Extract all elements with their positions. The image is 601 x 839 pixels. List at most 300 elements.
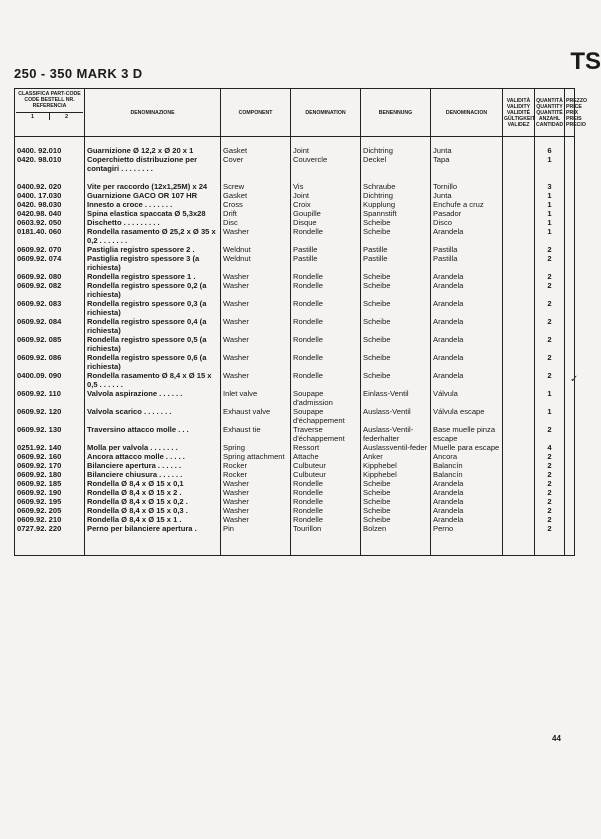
cell-component: Cover <box>221 155 291 173</box>
cell-code: 0609.92. 180 <box>15 470 85 479</box>
cell-benennung: Scheibe <box>361 371 431 389</box>
cell-code: 0609.92. 160 <box>15 452 85 461</box>
cell-denomination: Rondelle <box>291 479 361 488</box>
cell-benennung: Scheibe <box>361 488 431 497</box>
table-row <box>15 452 575 461</box>
table-body <box>15 137 575 556</box>
cell-code: 0603.92. 050 <box>15 218 85 227</box>
cell-benennung: Deckel <box>361 155 431 173</box>
cell-denomination: Rondelle <box>291 272 361 281</box>
cell-denominacion: Junta <box>431 146 503 155</box>
cell-component: Gasket <box>221 146 291 155</box>
cell-validita <box>503 191 535 200</box>
cell-prezzo <box>565 452 575 461</box>
cell-qty: 2 <box>535 461 565 470</box>
table-row <box>15 443 575 452</box>
cell-benennung: Scheibe <box>361 515 431 524</box>
cell-denominacion: Arandela <box>431 488 503 497</box>
table-row <box>15 425 575 443</box>
cell-validita <box>503 488 535 497</box>
cell-validita <box>503 218 535 227</box>
cell-denomination: Croix <box>291 200 361 209</box>
cell-denomination: Pastille <box>291 245 361 254</box>
col-code-sub-2: 2 <box>49 113 83 120</box>
cell-denominacion: Arandela <box>431 335 503 353</box>
cell-prezzo <box>565 317 575 335</box>
cell-prezzo <box>565 461 575 470</box>
corner-code: TS <box>570 48 601 75</box>
cell-prezzo <box>565 272 575 281</box>
cell-denomination: Culbuteur <box>291 470 361 479</box>
cell-den: Rondella registro spessore 0,4 (a richiesta) <box>85 317 221 335</box>
cell-code: 0609.92. 070 <box>15 245 85 254</box>
cell-denomination: Pastille <box>291 254 361 272</box>
cell-qty: 2 <box>535 470 565 479</box>
cell-code: 0609.92. 195 <box>15 497 85 506</box>
cell-qty: 2 <box>535 299 565 317</box>
cell-denominacion: Arandela <box>431 353 503 371</box>
cell-denominacion: Balancín <box>431 470 503 479</box>
cell-prezzo <box>565 155 575 173</box>
cell-qty: 2 <box>535 524 565 533</box>
table-row <box>15 461 575 470</box>
cell-denomination: Rondelle <box>291 506 361 515</box>
cell-prezzo <box>565 443 575 452</box>
cell-prezzo <box>565 506 575 515</box>
cell-code: 0609.92. 190 <box>15 488 85 497</box>
cell-qty: 2 <box>535 506 565 515</box>
cell-validita <box>503 317 535 335</box>
cell-prezzo <box>565 497 575 506</box>
cell-den: Vite per raccordo (12x1,25M) x 24 <box>85 182 221 191</box>
col-code-subheader <box>16 112 83 120</box>
cell-benennung: Anker <box>361 452 431 461</box>
cell-benennung: Scheibe <box>361 479 431 488</box>
cell-component: Washer <box>221 488 291 497</box>
page-number: 44 <box>552 734 561 743</box>
cell-component: Cross <box>221 200 291 209</box>
cell-component: Exhaust valve <box>221 407 291 425</box>
cell-benennung: Pastille <box>361 245 431 254</box>
cell-code: 0181.40. 060 <box>15 227 85 245</box>
cell-den: Pastiglia registro spessore 3 (a richiesta) <box>85 254 221 272</box>
cell-denominacion: Enchufe a cruz <box>431 200 503 209</box>
cell-prezzo <box>565 182 575 191</box>
cell-component: Washer <box>221 497 291 506</box>
cell-validita <box>503 425 535 443</box>
cell-component: Washer <box>221 299 291 317</box>
cell-qty: 2 <box>535 497 565 506</box>
cell-component: Disc <box>221 218 291 227</box>
cell-den: Pastiglia registro spessore 2 . <box>85 245 221 254</box>
table-header-row <box>15 89 575 137</box>
cell-component: Rocker <box>221 470 291 479</box>
table-row <box>15 155 575 173</box>
cell-den: Coperchietto distribuzione per contagiri . . . . . . . . <box>85 155 221 173</box>
table-row <box>15 200 575 209</box>
cell-validita <box>503 407 535 425</box>
table-end-row <box>15 533 575 556</box>
cell-denomination: Disque <box>291 218 361 227</box>
cell-benennung: Scheibe <box>361 227 431 245</box>
cell-qty: 2 <box>535 272 565 281</box>
cell-benennung: Scheibe <box>361 281 431 299</box>
cell-benennung: Scheibe <box>361 299 431 317</box>
table-row <box>15 182 575 191</box>
cell-validita <box>503 254 535 272</box>
cell-component: Washer <box>221 272 291 281</box>
cell-validita <box>503 146 535 155</box>
table-row <box>15 353 575 371</box>
parts-table <box>14 88 588 556</box>
col-denominazione-header: DENOMINAZIONE <box>85 89 221 137</box>
cell-qty: 2 <box>535 488 565 497</box>
cell-prezzo <box>565 200 575 209</box>
cell-benennung: Auslass-Ventil-federhalter <box>361 425 431 443</box>
cell-denomination: Rondelle <box>291 281 361 299</box>
cell-component: Washer <box>221 479 291 488</box>
cell-benennung: Auslassventil-feder <box>361 443 431 452</box>
cell-code: 0420. 98.030 <box>15 200 85 209</box>
cell-denominacion: Balancín <box>431 461 503 470</box>
table-row <box>15 470 575 479</box>
cell-qty: 1 <box>535 218 565 227</box>
cell-component: Washer <box>221 371 291 389</box>
cell-benennung: Kipphebel <box>361 461 431 470</box>
cell-prezzo <box>565 299 575 317</box>
cell-den: Molla per valvola . . . . . . . <box>85 443 221 452</box>
cell-denomination: Attache <box>291 452 361 461</box>
cell-denomination: Culbuteur <box>291 461 361 470</box>
cell-code: 0609.92. 130 <box>15 425 85 443</box>
cell-component: Rocker <box>221 461 291 470</box>
cell-prezzo <box>565 254 575 272</box>
cell-denomination: Soupape d'admission <box>291 389 361 407</box>
cell-prezzo <box>565 488 575 497</box>
cell-code: 0609.92. 120 <box>15 407 85 425</box>
cell-den: Ancora attacco molle . . . . . <box>85 452 221 461</box>
table-row <box>15 335 575 353</box>
cell-denominacion: Arandela <box>431 497 503 506</box>
cell-component: Washer <box>221 506 291 515</box>
cell-prezzo <box>565 209 575 218</box>
cell-component: Weldnut <box>221 245 291 254</box>
cell-qty: 2 <box>535 317 565 335</box>
table-row <box>15 497 575 506</box>
cell-denomination: Rondelle <box>291 317 361 335</box>
cell-benennung: Scheibe <box>361 272 431 281</box>
cell-benennung: Kupplung <box>361 200 431 209</box>
cell-denominacion: Arandela <box>431 281 503 299</box>
cell-denominacion: Arandela <box>431 317 503 335</box>
table-row <box>15 389 575 407</box>
cell-code: 0420.98. 040 <box>15 209 85 218</box>
cell-prezzo <box>565 218 575 227</box>
cell-prezzo <box>565 227 575 245</box>
cell-denomination: Rondelle <box>291 497 361 506</box>
col-denomination-header: DENOMINATION <box>291 89 361 137</box>
cell-qty: 1 <box>535 407 565 425</box>
cell-den: Traversino attacco molle . . . <box>85 425 221 443</box>
cell-denominacion: Válvula <box>431 389 503 407</box>
cell-den: Valvola aspirazione . . . . . . <box>85 389 221 407</box>
cell-validita <box>503 389 535 407</box>
cell-denominacion: Arandela <box>431 515 503 524</box>
cell-denominacion: Pastilla <box>431 254 503 272</box>
cell-denominacion: Válvula escape <box>431 407 503 425</box>
cell-denomination: Rondelle <box>291 515 361 524</box>
col-quantita-header: QUANTITÀ QUANTITY QUANTITÉ ANZAHL CANTIDAD <box>535 89 565 137</box>
cell-denomination: Ressort <box>291 443 361 452</box>
cell-validita <box>503 299 535 317</box>
cell-denomination: Rondelle <box>291 335 361 353</box>
cell-validita <box>503 281 535 299</box>
cell-code: 0609.92. 205 <box>15 506 85 515</box>
page-title: 250 - 350 MARK 3 D <box>14 66 143 81</box>
cell-denominacion: Junta <box>431 191 503 200</box>
cell-den: Guarnizione Ø 12,2 x Ø 20 x 1 <box>85 146 221 155</box>
cell-validita <box>503 524 535 533</box>
cell-denomination: Traverse d'échappement <box>291 425 361 443</box>
cell-component: Gasket <box>221 191 291 200</box>
cell-denominacion: Perno <box>431 524 503 533</box>
cell-den: Dischetto . . . . . . . . . <box>85 218 221 227</box>
table-row <box>15 407 575 425</box>
cell-qty: 2 <box>535 281 565 299</box>
cell-den: Bilanciere apertura . . . . . . <box>85 461 221 470</box>
cell-code: 0609.92. 086 <box>15 353 85 371</box>
cell-den: Rondella registro spessore 1 . <box>85 272 221 281</box>
cell-code: 0609.92. 170 <box>15 461 85 470</box>
cell-code: 0400. 17.030 <box>15 191 85 200</box>
cell-code: 0400.92. 020 <box>15 182 85 191</box>
col-denominacion-header: DENOMINACION <box>431 89 503 137</box>
cell-validita <box>503 155 535 173</box>
cell-denominacion: Tapa <box>431 155 503 173</box>
cell-qty: 4 <box>535 443 565 452</box>
cell-validita <box>503 461 535 470</box>
cell-denominacion: Base muelle pinza escape <box>431 425 503 443</box>
cell-code: 0609.92. 110 <box>15 389 85 407</box>
cell-qty: 3 <box>535 182 565 191</box>
cell-code: 0609.92. 083 <box>15 299 85 317</box>
cell-code: 0609.92. 185 <box>15 479 85 488</box>
table-row <box>15 506 575 515</box>
table-row <box>15 146 575 155</box>
cell-prezzo <box>565 425 575 443</box>
cell-den: Perno per bilanciere apertura . <box>85 524 221 533</box>
cell-prezzo <box>565 407 575 425</box>
table-row <box>15 299 575 317</box>
cell-validita <box>503 182 535 191</box>
cell-component: Exhaust tie <box>221 425 291 443</box>
cell-denomination: Rondelle <box>291 488 361 497</box>
cell-validita <box>503 245 535 254</box>
cell-denominacion: Ancora <box>431 452 503 461</box>
cell-code: 0609.92. 084 <box>15 317 85 335</box>
cell-validita <box>503 497 535 506</box>
cell-component: Weldnut <box>221 254 291 272</box>
cell-code: 0609.92. 080 <box>15 272 85 281</box>
cell-validita <box>503 470 535 479</box>
table-row <box>15 191 575 200</box>
cell-den: Rondella Ø 8,4 x Ø 15 x 1 . <box>85 515 221 524</box>
cell-prezzo <box>565 479 575 488</box>
cell-benennung: Scheibe <box>361 353 431 371</box>
cell-code: 0609.92. 085 <box>15 335 85 353</box>
cell-validita <box>503 200 535 209</box>
handwritten-check-mark: ✓ <box>570 374 579 385</box>
cell-component: Spring attachment <box>221 452 291 461</box>
col-prezzo-header: PREZZO PRICE PRIX PREIS PRECIO <box>565 89 575 137</box>
cell-qty: 1 <box>535 389 565 407</box>
cell-qty: 2 <box>535 254 565 272</box>
cell-prezzo <box>565 335 575 353</box>
cell-validita <box>503 209 535 218</box>
table-row <box>15 254 575 272</box>
cell-code: 0609.92. 082 <box>15 281 85 299</box>
cell-qty: 2 <box>535 515 565 524</box>
cell-prezzo <box>565 515 575 524</box>
cell-denomination: Rondelle <box>291 227 361 245</box>
cell-validita <box>503 371 535 389</box>
cell-benennung: Scheibe <box>361 218 431 227</box>
cell-qty: 2 <box>535 371 565 389</box>
cell-code: 0400. 92.010 <box>15 146 85 155</box>
cell-qty: 2 <box>535 452 565 461</box>
cell-denominacion: Arandela <box>431 479 503 488</box>
col-validita-header: VALIDITÀ VALIDITY VALIDITÉ GÜLTIGKEIT VALIDEZ <box>503 89 535 137</box>
cell-den: Spina elastica spaccata Ø 5,3x28 <box>85 209 221 218</box>
col-code-sub-1: 1 <box>30 114 35 120</box>
cell-qty: 2 <box>535 425 565 443</box>
table-row <box>15 272 575 281</box>
cell-den: Rondella rasamento Ø 8,4 x Ø 15 x 0,5 . . . . . . <box>85 371 221 389</box>
cell-den: Rondella Ø 8,4 x Ø 15 x 0,1 <box>85 479 221 488</box>
cell-prezzo <box>565 524 575 533</box>
col-component-header: COMPONENT <box>221 89 291 137</box>
cell-component: Washer <box>221 227 291 245</box>
cell-code: 0400.09. 090 <box>15 371 85 389</box>
cell-validita <box>503 452 535 461</box>
cell-denominacion: Arandela <box>431 506 503 515</box>
table-row <box>15 281 575 299</box>
cell-prezzo <box>565 389 575 407</box>
table-row <box>15 317 575 335</box>
cell-den: Innesto a croce . . . . . . . <box>85 200 221 209</box>
cell-prezzo <box>565 245 575 254</box>
cell-component: Drift <box>221 209 291 218</box>
cell-denominacion: Tornillo <box>431 182 503 191</box>
cell-denomination: Vis <box>291 182 361 191</box>
col-benennung-header: BENENNUNG <box>361 89 431 137</box>
cell-denomination: Rondelle <box>291 371 361 389</box>
cell-component: Pin <box>221 524 291 533</box>
cell-benennung: Schraube <box>361 182 431 191</box>
cell-prezzo <box>565 281 575 299</box>
cell-benennung: Scheibe <box>361 497 431 506</box>
cell-code: 0609.92. 210 <box>15 515 85 524</box>
cell-code: 0609.92. 074 <box>15 254 85 272</box>
cell-denominacion: Arandela <box>431 371 503 389</box>
cell-component: Washer <box>221 281 291 299</box>
cell-denomination: Couvercle <box>291 155 361 173</box>
table-row <box>15 245 575 254</box>
cell-qty: 2 <box>535 245 565 254</box>
cell-prezzo <box>565 146 575 155</box>
cell-denominacion: Arandela <box>431 299 503 317</box>
table-row <box>15 218 575 227</box>
cell-component: Inlet valve <box>221 389 291 407</box>
cell-benennung: Pastille <box>361 254 431 272</box>
cell-den: Rondella rasamento Ø 25,2 x Ø 35 x 0,2 . . . . . . . <box>85 227 221 245</box>
cell-prezzo <box>565 191 575 200</box>
cell-qty: 1 <box>535 155 565 173</box>
cell-benennung: Einlass-Ventil <box>361 389 431 407</box>
cell-denomination: Soupape d'échappement <box>291 407 361 425</box>
table-row <box>15 227 575 245</box>
cell-den: Rondella registro spessore 0,5 (a richiesta) <box>85 335 221 353</box>
cell-prezzo <box>565 470 575 479</box>
cell-validita <box>503 227 535 245</box>
cell-denomination: Goupille <box>291 209 361 218</box>
col-code-header <box>15 89 85 137</box>
cell-benennung: Spannstift <box>361 209 431 218</box>
cell-benennung: Dichtring <box>361 191 431 200</box>
cell-den: Rondella Ø 8,4 x Ø 15 x 0,3 . <box>85 506 221 515</box>
table-row <box>15 209 575 218</box>
cell-den: Bilanciere chiusura . . . . . . <box>85 470 221 479</box>
cell-denominacion: Arandela <box>431 227 503 245</box>
cell-den: Rondella Ø 8,4 x Ø 15 x 0,2 . <box>85 497 221 506</box>
cell-code: 0727.92. 220 <box>15 524 85 533</box>
cell-den: Rondella registro spessore 0,3 (a richiesta) <box>85 299 221 317</box>
cell-code: 0420. 98.010 <box>15 155 85 173</box>
cell-den: Rondella Ø 8,4 x Ø 15 x 2 . <box>85 488 221 497</box>
cell-component: Spring <box>221 443 291 452</box>
cell-validita <box>503 506 535 515</box>
cell-component: Washer <box>221 335 291 353</box>
cell-denomination: Rondelle <box>291 353 361 371</box>
cell-validita <box>503 272 535 281</box>
cell-validita <box>503 443 535 452</box>
cell-denominacion: Muelle para escape <box>431 443 503 452</box>
cell-qty: 1 <box>535 191 565 200</box>
cell-denomination: Rondelle <box>291 299 361 317</box>
cell-prezzo <box>565 353 575 371</box>
table-row <box>15 479 575 488</box>
cell-qty: 2 <box>535 335 565 353</box>
cell-denominacion: Arandela <box>431 272 503 281</box>
cell-validita <box>503 515 535 524</box>
cell-qty: 6 <box>535 146 565 155</box>
cell-benennung: Scheibe <box>361 335 431 353</box>
cell-denomination: Joint <box>291 146 361 155</box>
cell-denomination: Joint <box>291 191 361 200</box>
cell-den: Valvola scarico . . . . . . . <box>85 407 221 425</box>
cell-component: Washer <box>221 515 291 524</box>
table-row <box>15 515 575 524</box>
cell-qty: 1 <box>535 200 565 209</box>
cell-qty: 1 <box>535 209 565 218</box>
table-spacer <box>15 173 575 182</box>
cell-qty: 1 <box>535 227 565 245</box>
cell-benennung: Kipphebel <box>361 470 431 479</box>
cell-qty: 2 <box>535 479 565 488</box>
table-row <box>15 524 575 533</box>
cell-validita <box>503 353 535 371</box>
cell-validita <box>503 335 535 353</box>
